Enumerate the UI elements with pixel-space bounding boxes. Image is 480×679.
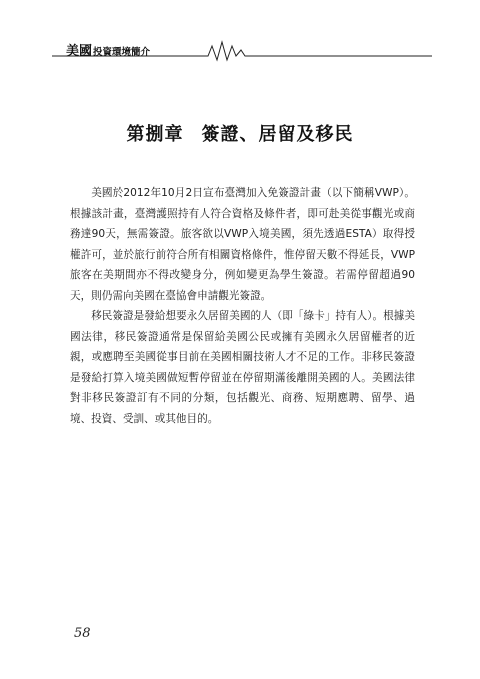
running-header-title — [66, 40, 150, 59]
chapter-name: 簽證、居留及移民 — [201, 124, 354, 145]
paragraph-immigrant-visa: 移民簽證是發給想要永久居留美國的人（即「綠卡」持有人）。根據美國法律，移民簽證通常是保留給美國公民或擁有美國永久居留權者的近親，或應聘至美國從事目前在美國相關技術人才不足的工作。非移民簽證是發給打算入境美國做短暫停留並在停留期滿後離開美國的人。美國法律對非移民簽證訂有不同的分類，包括觀光、商務、短期應聘、留學、過境、投資、受訓、或其他目的。 — [70, 310, 415, 425]
running-header — [52, 38, 432, 62]
paragraph-visa-waiver: 美國於2012年10月2日宣布臺灣加入免簽證計畫（以下簡稱VWP）。根據該計畫，臺灣護照持有人符合資格及條件者，即可赴美從事觀光或商務達90天，無需簽證。旅客欲以VWP入境美國，須先透過ESTA）取得授權許可，並於旅行前符合所有相關資格條件，惟停留天數不得延長，VWP旅客在美期間亦不得改變身分，例如變更為學生簽證。若需停留超過90天，則仍需向美國在臺協會申請觀光簽證。 — [70, 187, 415, 302]
header-title-sub: 投資環境簡介 — [93, 47, 151, 58]
chapter-number: 第捌章 — [126, 124, 184, 145]
page-number: 58 — [74, 626, 91, 641]
header-title-main: 美國 — [66, 44, 93, 59]
chapter-title — [0, 120, 480, 146]
body-text — [70, 183, 415, 429]
